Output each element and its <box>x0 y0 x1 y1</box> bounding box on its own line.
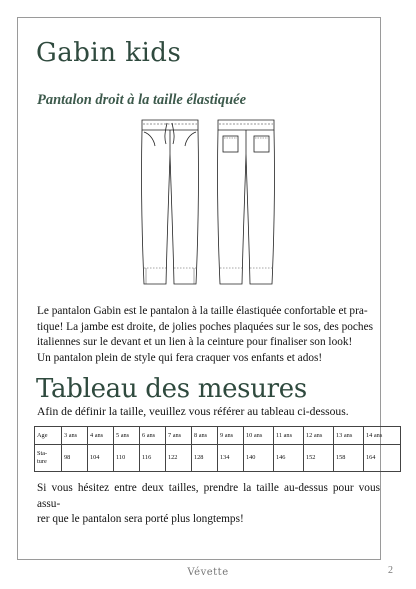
description-line-2: tique! La jambe est droite, de jolies poches plaquées sur le sos, des poches <box>37 320 373 333</box>
table-cell: 11 ans <box>274 427 304 445</box>
measurements-intro: Afin de définir la taille, veuillez vous référer au tableau ci-dessous. <box>37 405 349 418</box>
pants-front-drawing <box>142 120 199 284</box>
table-cell: 9 ans <box>218 427 244 445</box>
advice-line-2: rer que le pantalon sera porté plus longtemps! <box>37 513 244 526</box>
table-cell: 6 ans <box>140 427 166 445</box>
table-cell: 13 ans <box>334 427 364 445</box>
brand-logo: Vévette <box>187 567 229 578</box>
table-row-stature <box>35 445 401 472</box>
table-cell: 146 <box>274 445 304 472</box>
table-cell: 12 ans <box>304 427 334 445</box>
table-cell: 7 ans <box>166 427 192 445</box>
size-advice <box>37 481 380 528</box>
table-header-age: Age <box>35 427 62 445</box>
size-table <box>34 426 401 472</box>
table-cell: 116 <box>140 445 166 472</box>
description-line-1: Le pantalon Gabin est le pantalon à la taille élastiquée confortable et pra- <box>37 305 368 317</box>
table-cell: 98 <box>62 445 88 472</box>
table-cell: 140 <box>244 445 274 472</box>
page-subtitle: Pantalon droit à la taille élastiquée <box>37 92 247 108</box>
measurements-title: Tableau des mesures <box>36 374 307 404</box>
table-cell: 104 <box>88 445 114 472</box>
stature-label-part-1: Sta- <box>37 450 48 457</box>
pants-back-drawing <box>218 120 275 284</box>
page-number: 2 <box>388 565 393 576</box>
table-cell: 122 <box>166 445 192 472</box>
table-row-age <box>35 427 401 445</box>
advice-line-1: Si vous hésitez entre deux tailles, prendre la taille au-dessus pour vous assu- <box>37 482 380 510</box>
table-cell: 10 ans <box>244 427 274 445</box>
table-cell: 3 ans <box>62 427 88 445</box>
table-cell: 134 <box>218 445 244 472</box>
page-title: Gabin kids <box>36 38 182 68</box>
stature-label-part-2: ture <box>37 458 47 465</box>
table-cell: 164 <box>364 445 401 472</box>
description-line-3: italiennes sur le devant et un lien à la ceinture pour finaliser son look! <box>37 336 353 349</box>
product-description <box>37 304 380 366</box>
table-cell: 8 ans <box>192 427 218 445</box>
table-cell: 14 ans <box>364 427 401 445</box>
pants-technical-drawings <box>134 118 282 286</box>
table-cell: 128 <box>192 445 218 472</box>
table-cell: 110 <box>114 445 140 472</box>
table-cell: 158 <box>334 445 364 472</box>
table-cell: 5 ans <box>114 427 140 445</box>
table-cell: 152 <box>304 445 334 472</box>
table-cell: 4 ans <box>88 427 114 445</box>
description-line-4: Un pantalon plein de style qui fera craquer vos enfants et ados! <box>37 351 323 364</box>
table-header-stature <box>35 445 62 472</box>
